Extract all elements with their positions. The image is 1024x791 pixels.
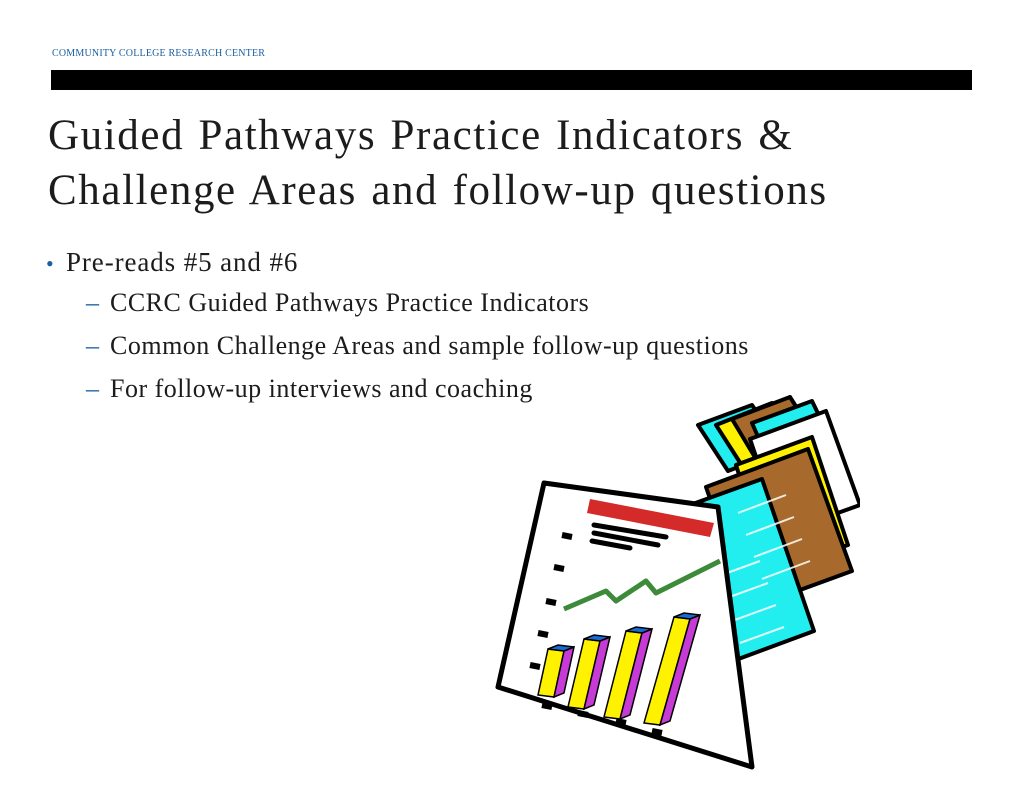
bullet-list <box>46 244 806 413</box>
title-line-2: Challenge Areas and follow-up questions <box>48 167 828 214</box>
sub-item-text: For follow-up interviews and coaching <box>110 374 533 403</box>
dash-marker: – <box>86 374 100 403</box>
header-rule <box>51 70 972 90</box>
bullet-marker: • <box>46 251 55 276</box>
sub-item-text: CCRC Guided Pathways Practice Indicators <box>110 288 590 317</box>
sub-item-text: Common Challenge Areas and sample follow-up questions <box>110 331 749 360</box>
sub-list-item <box>86 284 806 321</box>
organization-name: COMMUNITY COLLEGE RESEARCH CENTER <box>52 48 266 59</box>
bullet-text: Pre-reads #5 and #6 <box>66 247 299 277</box>
sub-list-item <box>86 327 806 364</box>
stacked-reports-chart-icon <box>490 395 860 775</box>
title-line-1: Guided Pathways Practice Indicators & <box>48 112 794 159</box>
sub-bullet-list <box>86 284 806 407</box>
slide-title <box>48 108 1008 218</box>
dash-marker: – <box>86 331 100 360</box>
dash-marker: – <box>86 288 100 317</box>
list-item <box>46 244 806 282</box>
